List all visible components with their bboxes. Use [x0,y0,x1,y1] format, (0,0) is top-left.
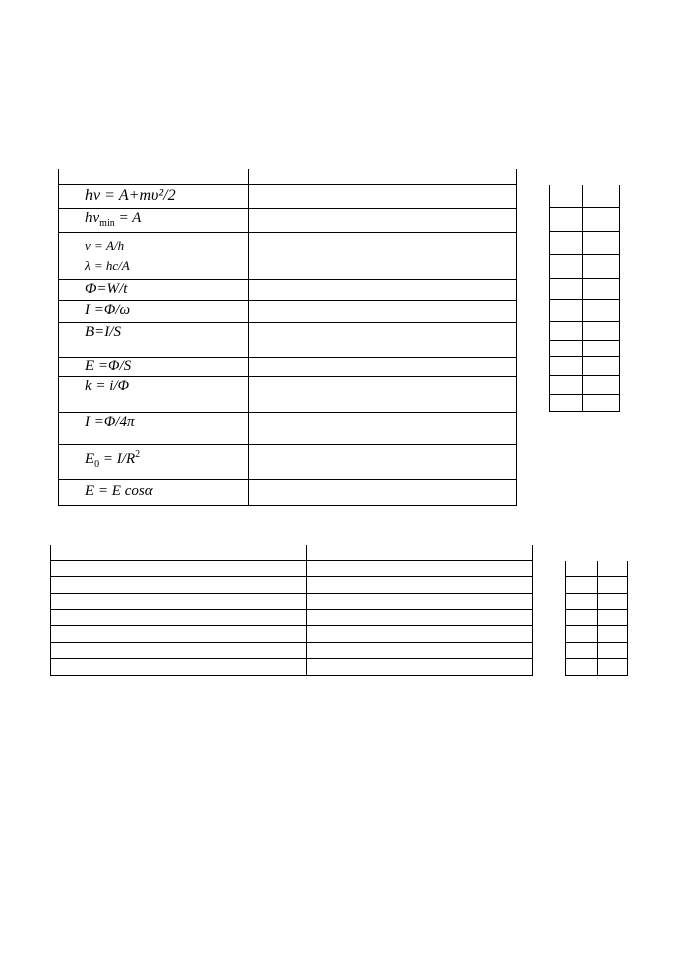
table-row [51,577,532,594]
grid-row [550,255,619,279]
table-row [51,561,532,577]
grid-row [550,279,619,300]
table-row [51,626,532,643]
grid-row [550,341,619,357]
formula-threshold: $h\nu_{min} = A$ [85,210,142,229]
formula-flux: Φ=W/t [85,281,128,297]
grid-row [550,185,619,208]
formula-illuminance-point: $E_0 = I/R^2$ [85,449,141,470]
grid-row [550,208,619,232]
table-row [51,610,532,626]
formula-photoeffect: hν = A+mυ²/2 [85,187,176,204]
table-row [51,594,532,610]
grid-row [550,232,619,255]
grid-row [550,300,619,322]
formula-brightness: B=I/S [85,324,121,340]
formula-intensity: I =Φ/ω [85,302,131,318]
table-row [51,545,532,561]
matching-table [50,545,533,676]
grid-row [566,659,627,676]
answer-grid-1 [549,185,620,412]
grid-row [566,626,627,643]
formula-table [58,169,517,506]
table-row [59,233,516,280]
table-row [51,643,532,659]
table-row [59,480,516,506]
table-row [59,323,516,358]
table-row [59,169,516,185]
table-row [59,445,516,480]
table-row [59,185,516,209]
table-row [51,659,532,676]
table-row [59,358,516,377]
grid-row [566,594,627,610]
grid-row [550,376,619,395]
grid-row [566,643,627,659]
formula-intensity-sphere: I =Φ/4π [85,414,135,430]
table-row [59,280,516,301]
answer-grid-2 [565,561,628,676]
formula-illuminance: E =Φ/S [85,358,132,374]
grid-row [550,395,619,412]
table-row [59,413,516,445]
table-row [59,301,516,323]
formula-coefficient: k = i/Φ [85,378,130,394]
table-row [59,209,516,233]
grid-row [566,577,627,594]
grid-row [566,610,627,626]
grid-row [566,561,627,577]
formula-frequency: ν = A/h [85,238,125,253]
grid-row [550,322,619,341]
table-row [59,377,516,413]
grid-row [550,357,619,376]
formula-illuminance-angle: E = E cosα [85,483,153,499]
formula-wavelength: λ = hc/A [85,258,130,273]
